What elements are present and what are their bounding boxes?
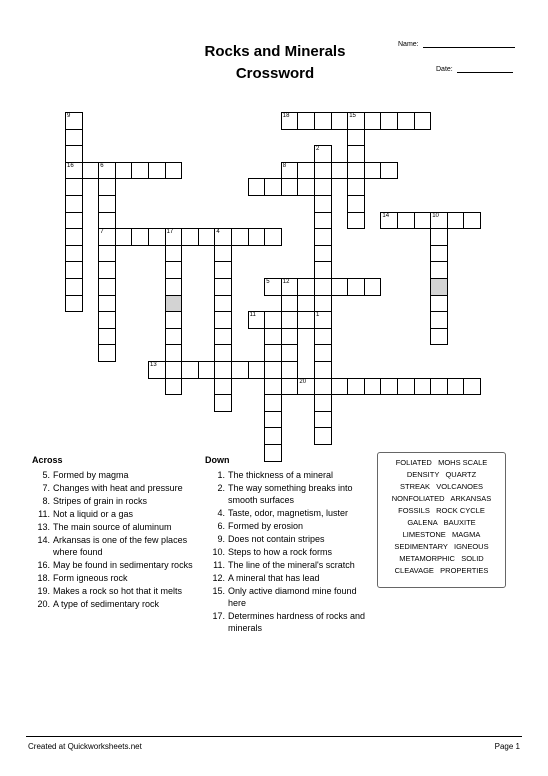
clue-item-text: May be found in sedimentary rocks	[53, 560, 193, 570]
grid-cell[interactable]	[430, 228, 448, 246]
word-bank-line: LIMESTONE MAGMA	[402, 530, 481, 539]
grid-cell[interactable]	[248, 178, 266, 196]
clue-item	[209, 559, 371, 571]
grid-cell[interactable]	[463, 212, 481, 230]
clue-item	[34, 495, 199, 507]
clue-item-number: 13.	[37, 522, 50, 532]
grid-cell[interactable]	[65, 195, 83, 213]
grid-cell[interactable]	[65, 178, 83, 196]
grid-cell[interactable]	[430, 378, 448, 396]
grid-cell[interactable]	[165, 245, 183, 263]
clue-item	[34, 482, 199, 494]
grid-cell[interactable]	[430, 212, 448, 230]
grid-cell[interactable]	[231, 228, 249, 246]
grid-cell[interactable]	[214, 245, 232, 263]
grid-cell[interactable]	[397, 378, 415, 396]
clue-item-number: 20.	[37, 599, 50, 609]
grid-cell[interactable]	[264, 178, 282, 196]
grid-cell[interactable]	[281, 278, 299, 296]
grid-cell[interactable]	[414, 112, 432, 130]
clue-item	[209, 610, 371, 634]
clue-item-text: Does not contain stripes	[228, 534, 325, 544]
grid-cell[interactable]	[214, 261, 232, 279]
grid-cell[interactable]	[98, 295, 116, 313]
grid-cell[interactable]	[281, 162, 299, 180]
grid-cell[interactable]	[98, 261, 116, 279]
grid-cell[interactable]	[314, 112, 332, 130]
clue-number: 18	[282, 113, 290, 119]
grid-cell[interactable]	[165, 311, 183, 329]
grid-cell[interactable]	[115, 228, 133, 246]
grid-cell[interactable]	[65, 112, 83, 130]
clue-item-text: The thickness of a mineral	[228, 470, 334, 480]
grid-cell[interactable]	[214, 344, 232, 362]
clue-item	[209, 533, 371, 545]
clue-item	[34, 534, 199, 558]
grid-cell[interactable]	[115, 162, 133, 180]
grid-cell[interactable]	[347, 162, 365, 180]
grid-cell[interactable]	[148, 361, 166, 379]
grid-cell[interactable]	[314, 261, 332, 279]
clue-item-text: The way something breaks into smooth surfaces	[228, 483, 353, 505]
grid-cell[interactable]	[65, 261, 83, 279]
grid-cell[interactable]	[414, 378, 432, 396]
grid-cell[interactable]	[65, 212, 83, 230]
grid-cell[interactable]	[214, 295, 232, 313]
clue-item-number: 11.	[213, 560, 225, 570]
clue-number: 5	[266, 279, 270, 285]
grid-cell[interactable]	[380, 162, 398, 180]
grid-cell[interactable]	[198, 361, 216, 379]
grid-cell[interactable]	[165, 278, 183, 296]
grid-cell[interactable]	[264, 427, 282, 445]
grid-cell[interactable]	[331, 162, 349, 180]
date-label: Date:	[436, 66, 453, 73]
grid-cell[interactable]	[98, 228, 116, 246]
worksheet-title-line2: Crossword	[235, 65, 315, 82]
clue-item-text: Steps to how a rock forms	[228, 547, 333, 557]
grid-cell[interactable]	[281, 361, 299, 379]
word-bank-line: FOSSILS ROCK CYCLE	[398, 506, 485, 515]
grid-cell[interactable]	[331, 112, 349, 130]
grid-cell[interactable]	[414, 212, 432, 230]
clue-number: 6	[100, 162, 104, 169]
grid-cell[interactable]	[165, 162, 183, 180]
grid-cell[interactable]	[98, 195, 116, 213]
clue-item	[34, 559, 199, 571]
clue-number: 20	[299, 378, 307, 385]
grid-cell[interactable]	[281, 112, 299, 130]
grid-cell[interactable]	[314, 278, 332, 296]
grid-cell[interactable]	[98, 278, 116, 296]
grid-cell[interactable]	[364, 162, 382, 180]
grid-cell[interactable]	[98, 212, 116, 230]
grid-cell[interactable]	[380, 112, 398, 130]
grid-cell[interactable]	[248, 361, 266, 379]
grid-cell[interactable]	[98, 344, 116, 362]
grid-cell[interactable]	[98, 178, 116, 196]
grid-cell[interactable]	[314, 378, 332, 396]
clue-item-number: 8.	[42, 496, 50, 506]
clue-number: 14	[382, 212, 390, 219]
grid-cell[interactable]	[430, 278, 448, 296]
grid-cell[interactable]	[430, 245, 448, 263]
clue-number: 15	[349, 113, 356, 119]
grid-cell[interactable]	[214, 378, 232, 396]
grid-cell[interactable]	[281, 344, 299, 362]
word-bank-line: GALENA BAUXITE	[407, 518, 476, 527]
grid-cell[interactable]	[165, 344, 183, 362]
clue-item-number: 17.	[212, 611, 225, 621]
grid-cell[interactable]	[430, 261, 448, 279]
grid-cell[interactable]	[364, 378, 382, 396]
clue-item-text: Form igneous rock	[53, 573, 128, 583]
grid-cell[interactable]	[98, 162, 116, 180]
clue-item-number: 19.	[37, 586, 50, 596]
grid-cell[interactable]	[264, 328, 282, 346]
grid-cell[interactable]	[347, 112, 365, 130]
grid-cell[interactable]	[165, 261, 183, 279]
clue-item-text: The line of the mineral's scratch	[228, 560, 355, 570]
grid-cell[interactable]	[264, 311, 282, 329]
grid-cell[interactable]	[314, 162, 332, 180]
grid-cell[interactable]	[430, 311, 448, 329]
clue-item-number: 6.	[217, 521, 225, 531]
clue-item-text: A type of sedimentary rock	[53, 599, 160, 609]
clue-item-text: Only active diamond mine found here	[228, 586, 357, 608]
across-clue-list	[34, 469, 199, 611]
clue-number: 13	[150, 362, 157, 368]
grid-cell[interactable]	[264, 378, 282, 396]
grid-cell[interactable]	[314, 145, 332, 163]
grid-cell[interactable]	[297, 112, 315, 130]
clue-item-number: 16.	[37, 560, 50, 570]
grid-cell[interactable]	[380, 212, 398, 230]
clue-item	[209, 482, 371, 506]
clue-item-number: 11.	[38, 509, 50, 519]
grid-cell[interactable]	[297, 178, 315, 196]
grid-cell[interactable]	[447, 212, 465, 230]
grid-cell[interactable]	[181, 361, 199, 379]
word-bank-line: FOLIATED MOHS SCALE	[395, 458, 488, 467]
grid-cell[interactable]	[430, 328, 448, 346]
grid-cell[interactable]	[65, 295, 83, 313]
grid-cell[interactable]	[82, 162, 100, 180]
grid-cell[interactable]	[314, 311, 332, 329]
down-heading: Down	[205, 455, 230, 465]
grid-cell[interactable]	[314, 394, 332, 412]
grid-cell[interactable]	[347, 178, 365, 196]
grid-cell[interactable]	[281, 328, 299, 346]
clue-item	[34, 598, 199, 610]
clue-item-number: 10.	[212, 547, 225, 557]
grid-cell[interactable]	[65, 245, 83, 263]
grid-cell[interactable]	[214, 278, 232, 296]
grid-cell[interactable]	[181, 228, 199, 246]
footer-divider	[26, 736, 522, 737]
grid-cell[interactable]	[347, 212, 365, 230]
down-clue-list	[209, 469, 371, 635]
clue-number: 11	[249, 312, 256, 319]
grid-cell[interactable]	[314, 295, 332, 313]
grid-cell[interactable]	[314, 245, 332, 263]
grid-cell[interactable]	[165, 228, 183, 246]
clue-item	[34, 469, 199, 481]
grid-cell[interactable]	[347, 145, 365, 163]
clue-item	[209, 572, 371, 584]
word-bank-line: DENSITY QUARTZ	[406, 470, 477, 479]
clue-item-number: 14.	[37, 535, 50, 545]
clue-item	[209, 585, 371, 609]
grid-cell[interactable]	[347, 129, 365, 147]
clue-number: 12	[282, 279, 290, 285]
grid-cell[interactable]	[264, 444, 282, 462]
grid-cell[interactable]	[231, 361, 249, 379]
word-bank-line: NONFOLIATED ARKANSAS	[391, 494, 492, 503]
clue-item-text: Formed by erosion	[228, 521, 304, 531]
clue-item	[209, 507, 371, 519]
grid-cell[interactable]	[314, 361, 332, 379]
grid-cell[interactable]	[248, 311, 266, 329]
grid-cell[interactable]	[314, 344, 332, 362]
grid-cell[interactable]	[65, 145, 83, 163]
clue-item-text: Stripes of grain in rocks	[53, 496, 148, 506]
grid-cell[interactable]	[148, 162, 166, 180]
clue-item	[209, 469, 371, 481]
clue-item-number: 15.	[212, 586, 225, 596]
grid-cell[interactable]	[214, 311, 232, 329]
grid-cell[interactable]	[198, 228, 216, 246]
across-heading: Across	[32, 455, 63, 465]
clue-item-number: 7.	[42, 483, 50, 493]
grid-cell[interactable]	[65, 228, 83, 246]
grid-cell[interactable]	[430, 295, 448, 313]
grid-cell[interactable]	[297, 278, 315, 296]
clue-item-number: 9.	[217, 534, 225, 544]
worksheet-title-line1: Rocks and Minerals	[204, 43, 346, 60]
grid-cell[interactable]	[314, 195, 332, 213]
grid-cell[interactable]	[331, 278, 349, 296]
grid-cell[interactable]	[264, 278, 282, 296]
grid-cell[interactable]	[65, 278, 83, 296]
grid-cell[interactable]	[214, 228, 232, 246]
grid-cell[interactable]	[380, 378, 398, 396]
clue-item	[209, 520, 371, 532]
grid-cell[interactable]	[331, 378, 349, 396]
clue-number: 4	[216, 229, 220, 236]
clue-number: 17	[166, 229, 174, 236]
clue-item-number: 1.	[217, 470, 225, 480]
clue-item-text: A mineral that has lead	[228, 573, 320, 583]
clue-item-text: Arkansas is one of the few places where found	[53, 535, 188, 557]
grid-cell[interactable]	[65, 129, 83, 147]
grid-cell[interactable]	[314, 212, 332, 230]
grid-cell[interactable]	[131, 228, 149, 246]
grid-cell[interactable]	[347, 195, 365, 213]
grid-cell[interactable]	[248, 228, 266, 246]
grid-cell[interactable]	[281, 295, 299, 313]
grid-cell[interactable]	[347, 278, 365, 296]
clue-item-text: Determines hardness of rocks and minerals	[228, 611, 366, 633]
clue-item-number: 4.	[217, 508, 225, 518]
grid-cell[interactable]	[364, 278, 382, 296]
grid-cell[interactable]	[264, 361, 282, 379]
clue-item-text: The main source of aluminum	[53, 522, 172, 532]
grid-cell[interactable]	[214, 361, 232, 379]
clue-item	[34, 508, 199, 520]
clue-number: 10	[432, 212, 439, 219]
grid-cell[interactable]	[264, 344, 282, 362]
clue-item	[34, 521, 199, 533]
grid-cell[interactable]	[165, 378, 183, 396]
clue-number: 9	[67, 113, 71, 119]
name-label: Name:	[398, 41, 419, 48]
grid-cell[interactable]	[98, 311, 116, 329]
clue-item-text: Taste, odor, magnetism, luster	[228, 508, 349, 518]
clue-number: 8	[282, 162, 287, 169]
word-bank-line: SEDIMENTARY IGNEOUS	[394, 542, 489, 551]
grid-cell[interactable]	[364, 112, 382, 130]
footer-credit: Created at Quickworksheets.net	[28, 742, 142, 751]
grid-cell[interactable]	[214, 394, 232, 412]
grid-cell[interactable]	[447, 378, 465, 396]
grid-cell[interactable]	[314, 427, 332, 445]
grid-cell[interactable]	[281, 311, 299, 329]
grid-cell[interactable]	[98, 328, 116, 346]
grid-cell[interactable]	[264, 411, 282, 429]
grid-cell[interactable]	[297, 378, 315, 396]
grid-cell[interactable]	[131, 162, 149, 180]
grid-cell[interactable]	[347, 378, 365, 396]
word-bank-line: CLEAVAGE PROPERTIES	[394, 566, 489, 575]
grid-cell[interactable]	[148, 228, 166, 246]
grid-cell[interactable]	[314, 228, 332, 246]
grid-cell[interactable]	[65, 162, 83, 180]
grid-cell[interactable]	[165, 361, 183, 379]
grid-cell[interactable]	[297, 162, 315, 180]
word-bank-line: STREAK VOLCANOES	[400, 482, 483, 491]
grid-cell[interactable]	[264, 228, 282, 246]
grid-cell[interactable]	[281, 178, 299, 196]
clue-item-number: 18.	[37, 573, 50, 583]
grid-cell[interactable]	[463, 378, 481, 396]
word-bank	[377, 452, 506, 588]
clue-number: 7	[100, 229, 104, 236]
clue-item	[34, 585, 199, 597]
grid-cell[interactable]	[214, 328, 232, 346]
clue-number: 1	[316, 312, 320, 319]
clue-item-text: Changes with heat and pressure	[53, 483, 183, 493]
clue-item-number: 5.	[42, 470, 50, 480]
clue-item-text: Makes a rock so hot that it melts	[53, 586, 183, 596]
grid-cell[interactable]	[397, 112, 415, 130]
grid-cell[interactable]	[264, 394, 282, 412]
clue-number: 16	[67, 162, 74, 169]
grid-cell[interactable]	[314, 411, 332, 429]
word-bank-line: METAMORPHIC SOLID	[399, 554, 484, 563]
footer-page: Page 1	[494, 742, 520, 751]
grid-cell[interactable]	[165, 295, 183, 313]
clue-item	[34, 572, 199, 584]
grid-cell[interactable]	[281, 378, 299, 396]
clue-item	[209, 546, 371, 558]
grid-cell[interactable]	[397, 212, 415, 230]
grid-cell[interactable]	[297, 311, 315, 329]
clue-item-number: 12.	[212, 573, 225, 583]
clue-number: 2	[316, 146, 320, 153]
grid-cell[interactable]	[314, 328, 332, 346]
clue-item-text: Not a liquid or a gas	[53, 509, 134, 519]
grid-cell[interactable]	[98, 245, 116, 263]
clue-item-text: Formed by magma	[53, 470, 129, 480]
grid-cell[interactable]	[165, 328, 183, 346]
grid-cell[interactable]	[314, 178, 332, 196]
clue-item-number: 2.	[217, 483, 225, 493]
